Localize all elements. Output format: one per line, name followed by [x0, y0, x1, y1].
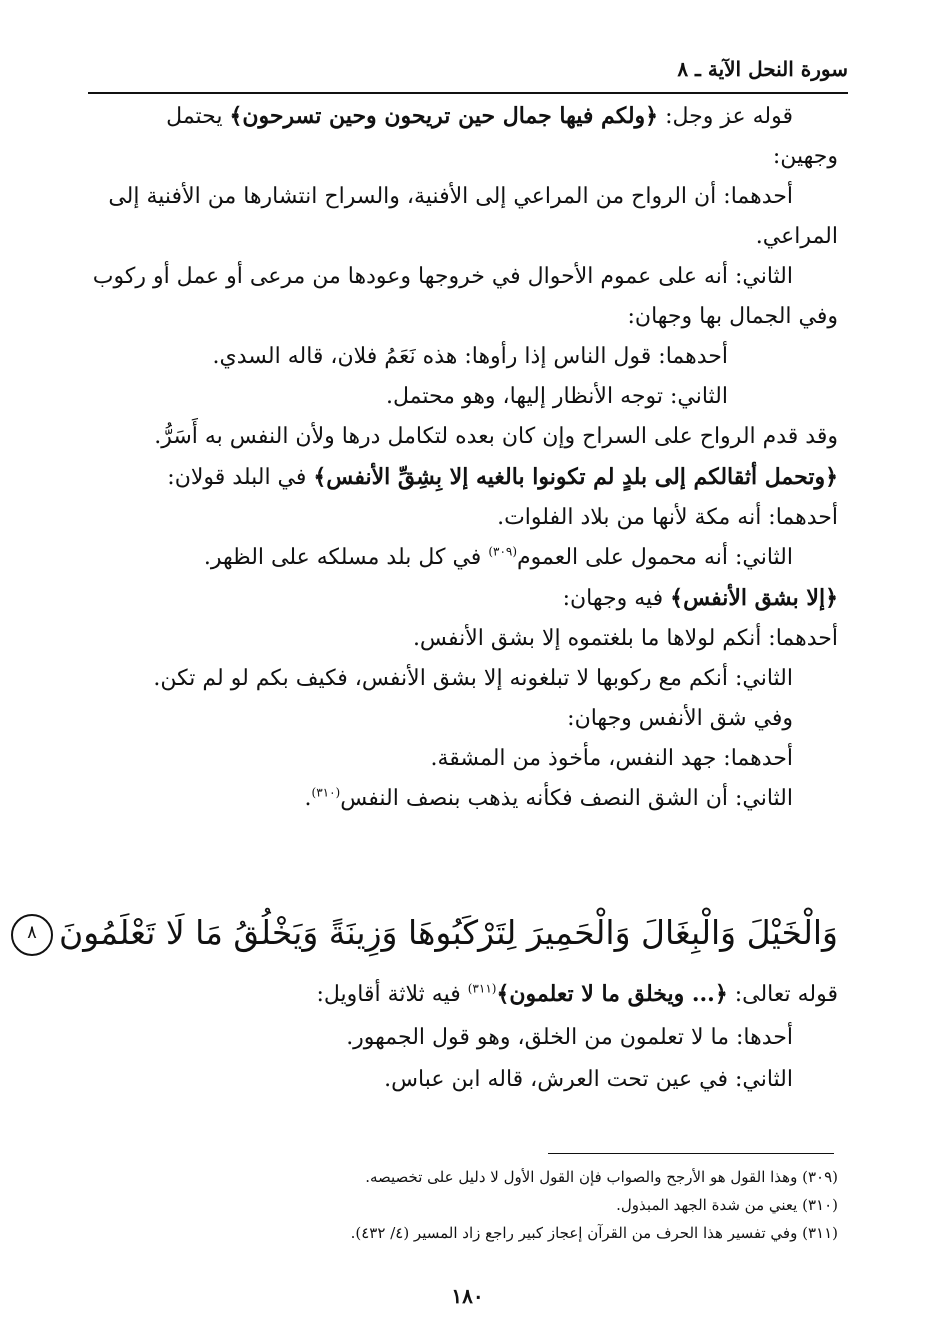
footnote-divider [548, 1153, 834, 1154]
text-line-7: أحدهما: قول الناس إذا رأوها: هذه نَعَمُ فلان، قاله السدي. [212, 344, 728, 369]
text-line-19: قوله تعالى: ﴿... ويخلق ما لا تعلمون﴾$^{(٣١١)}$ فيه ثلاثة أقاويل: [316, 981, 838, 1007]
header-title: سورة النحل الآية ـ ٨ [677, 57, 848, 81]
text-line-15: الثاني: أنكم مع ركوبها لا تبلغونه إلا بشق الأنفس، فكيف بكم لو لم تكن. [153, 666, 793, 691]
footnote-310: (٣١٠) يعني من شدة الجهد المبذول. [616, 1196, 838, 1214]
text-line-9: وقد قدم الرواح على السراح وإن كان بعده لتكامل درها ولأن النفس به أَسَرُّ. [154, 424, 838, 449]
text-line-1: قوله عز وجل: ﴿ولكم فيها جمال حين تريحون وحين تسرحون﴾ يحتمل [166, 103, 793, 129]
footnotes [88, 1163, 838, 1247]
footnote-ref: (٣١٠) [311, 785, 341, 800]
main-text [88, 96, 838, 819]
text-line-10: ﴿وتحمل أثقالكم إلى بلدٍ لم تكونوا بالغيه إلا بِشِقِّ الأنفس﴾ في البلد قولان: [167, 464, 838, 490]
quran-quote: ﴿ولكم فيها جمال حين تريحون وحين تسرحون﴾ [229, 103, 659, 129]
commentary-text [88, 974, 838, 1099]
verse-text: وَالْخَيْلَ وَالْبِغَالَ وَالْحَمِيرَ لِتَرْكَبُوهَا وَزِينَةً وَيَخْلُقُ مَا لَا تَعْلَمُونَ [58, 913, 838, 952]
text-line-5: الثاني: أنه على عموم الأحوال في خروجها وعودها من مرعى أو عمل أو ركوب [92, 264, 793, 289]
running-header [88, 52, 848, 94]
ayah-number-ornament: ٨ [11, 914, 53, 956]
page-number: ١٨٠ [451, 1284, 484, 1308]
footnote-ref: (٣١١) [467, 981, 497, 996]
quran-quote: ﴿وتحمل أثقالكم إلى بلدٍ لم تكونوا بالغيه إلا بِشِقِّ الأنفس﴾ [313, 464, 838, 490]
text-line-11: أحدهما: أنه مكة لأنها من بلاد الفلوات. [497, 505, 838, 530]
text-line-20: أحدها: ما لا تعلمون من الخلق، وهو قول الجمهور. [346, 1025, 793, 1050]
footnote-ref: (٣٠٩) [488, 544, 518, 559]
text-line-18: الثاني: أن الشق النصف فكأنه يذهب بنصف النفس$^{(٣١٠)}$. [304, 785, 793, 811]
text-line-17: أحدهما: جهد النفس، مأخوذ من المشقة. [430, 746, 793, 771]
text-line-3: أحدهما: أن الرواح من المراعي إلى الأفنية، والسراح انتشارها من الأفنية إلى [108, 184, 793, 209]
text-line-2: وجهين: [772, 144, 838, 169]
text-line-14: أحدهما: أنكم لولاها ما بلغتموه إلا بشق الأنفس. [412, 626, 838, 651]
footnote-311: (٣١١) وفي تفسير هذا الحرف من القرآن إعجاز كبير راجع زاد المسير (٤/ ٤٣٢). [350, 1224, 838, 1242]
text-line-16: وفي شق الأنفس وجهان: [567, 706, 793, 731]
text-line-6: وفي الجمال بها وجهان: [627, 304, 838, 329]
text-line-8: الثاني: توجه الأنظار إليها، وهو محتمل. [385, 384, 728, 409]
quran-quote: ﴿إلا بشق الأنفس﴾ [670, 585, 838, 611]
quran-quote: ﴿... ويخلق ما لا تعلمون﴾ [496, 981, 728, 1007]
quran-verse [27, 902, 838, 964]
footnote-309: (٣٠٩) وهذا القول هو الأرجح والصواب فإن القول الأول لا دليل على تخصيصه. [365, 1168, 838, 1186]
text-line-21: الثاني: في عين تحت العرش، قاله ابن عباس. [384, 1067, 793, 1092]
text-line-12: الثاني: أنه محمول على العموم$^{(٣٠٩)}$ في كل بلد مسلكه على الظهر. [203, 544, 793, 570]
text-line-13: ﴿إلا بشق الأنفس﴾ فيه وجهان: [562, 585, 838, 611]
text-line-4: المراعي. [755, 224, 838, 249]
